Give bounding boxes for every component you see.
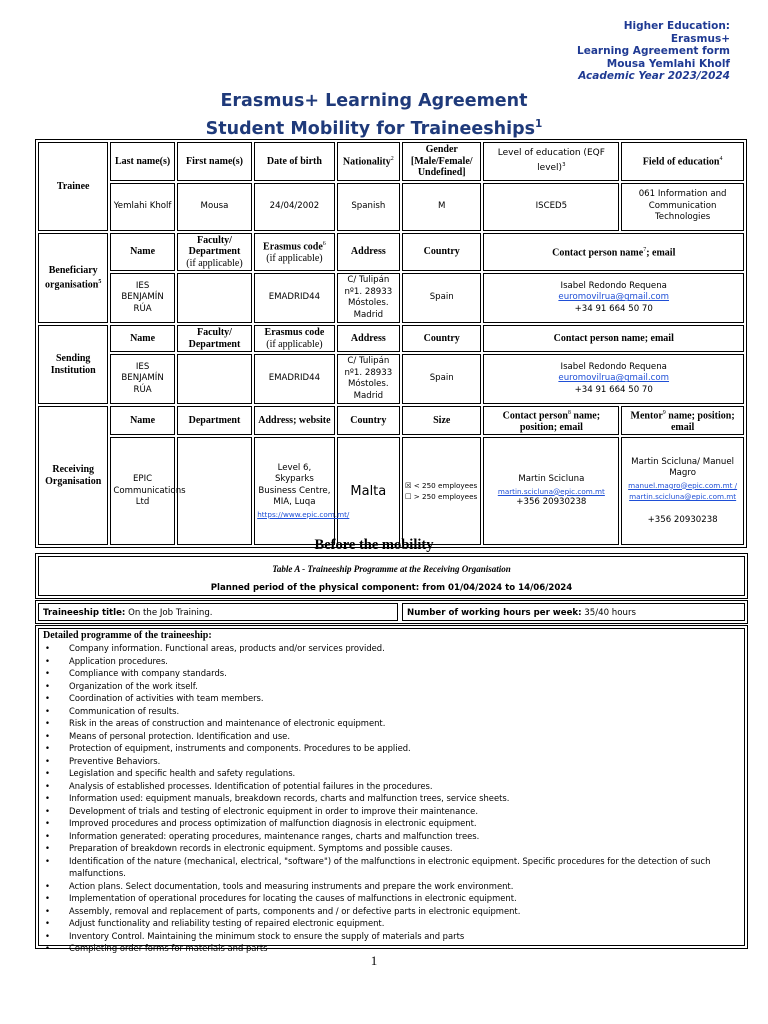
header-line: Learning Agreement form	[577, 45, 730, 57]
beneficiary-contact	[483, 273, 744, 323]
mentor-email-link[interactable]: manuel.magro@epic.com.mt /	[628, 480, 738, 490]
bullet: •	[45, 705, 50, 716]
bullet: •	[45, 880, 50, 891]
mentor-name: Martin Scicluna/ Manuel Magro	[631, 456, 735, 479]
list-item	[43, 880, 740, 893]
col-header-note: (if applicable)	[186, 257, 243, 269]
size-option-unchecked[interactable]: ☐ > 250 employees	[405, 492, 478, 502]
sending-name: IES BENJAMÍN RÚA	[110, 354, 174, 404]
footnote-ref: 7	[643, 246, 647, 253]
table-row	[38, 354, 744, 404]
label: Number of working hours per week:	[407, 608, 582, 618]
col-header: Department	[177, 406, 252, 435]
list-item-text: Identification of the nature (mechanical, electrical, "software") of the malfunctions in electronic equipment. Specific procedures for the detection of such malfunctions.	[69, 855, 711, 878]
list-item	[43, 855, 740, 880]
list-item-text: Compliance with company standards.	[69, 668, 227, 678]
col-header-text: Contact person name	[552, 247, 644, 259]
list-item	[43, 805, 740, 818]
footnote-ref: 4	[719, 156, 723, 163]
col-header	[254, 325, 334, 352]
trainee-first-name: Mousa	[177, 183, 252, 231]
list-item	[43, 905, 740, 918]
contact-email-link[interactable]: euromovilrua@gmail.com	[558, 373, 670, 384]
col-header: Address	[337, 325, 400, 352]
bullet: •	[45, 918, 50, 928]
trainee-gender: M	[402, 183, 481, 231]
list-item-text: Action plans. Select documentation, tools and measuring instruments and prepare the work environment.	[69, 880, 514, 891]
col-header-text: name; position; email	[519, 410, 601, 433]
contact-name: Martin Scicluna	[518, 474, 585, 485]
bullet: •	[45, 743, 50, 753]
list-item-text: Organization of the work itself.	[69, 680, 198, 691]
document-header	[577, 20, 730, 83]
programme-heading: Detailed programme of the traineeship:	[43, 630, 212, 641]
bullet: •	[45, 768, 50, 778]
bullet: •	[45, 793, 50, 803]
contact-name: Isabel Redondo Requena	[560, 280, 667, 291]
header-line: Erasmus+	[670, 32, 730, 45]
list-item-text: Assembly, removal and replacement of parts, components and / or defective parts in electronic equipment.	[69, 905, 521, 916]
col-header-note: (if applicable)	[266, 338, 323, 350]
footnote-ref: 8	[567, 410, 571, 416]
footnote-ref: 3	[562, 161, 566, 168]
table-caption: Table A - Traineeship Programme at the Receiving Organisation	[272, 564, 511, 574]
col-header: Contact person name; email	[483, 325, 744, 352]
table-row	[38, 273, 744, 323]
receiving-country: Malta	[337, 437, 400, 545]
col-header	[483, 233, 744, 272]
contact-phone: +34 91 664 50 70	[574, 303, 653, 314]
col-header: Country	[402, 233, 481, 272]
bullet: •	[45, 843, 50, 853]
bullet: •	[45, 855, 50, 866]
receiving-mentor	[621, 437, 744, 545]
section-heading-before-mobility: Before the mobility	[314, 537, 434, 553]
list-item-text: Communication of results.	[69, 705, 180, 716]
col-header-note: (if applicable)	[266, 252, 323, 264]
contact-phone: +356 20930238	[516, 497, 587, 508]
col-header: Address; website	[254, 406, 334, 435]
list-item-text: Risk in the areas of construction and maintenance of electronic equipment.	[69, 718, 386, 728]
list-item	[43, 817, 740, 830]
sending-address: C/ Tulipán nº1. 28933 Móstoles. Madrid	[337, 354, 400, 404]
list-item-text: Preparation of breakdown records in electronic equipment. Symptoms and possible causes.	[69, 843, 453, 853]
beneficiary-faculty	[177, 273, 252, 323]
list-item	[43, 680, 740, 693]
mentor-phone: +356 20930238	[647, 514, 718, 525]
beneficiary-code: EMADRID44	[254, 273, 334, 323]
col-header: Faculty/ Department	[177, 325, 252, 352]
header-line: Mousa Yemlahi Kholf	[606, 57, 730, 70]
col-header: Country	[402, 325, 481, 352]
list-item	[43, 642, 740, 655]
col-header	[621, 406, 744, 435]
bullet: •	[45, 905, 50, 916]
trainee-level: ISCED5	[483, 183, 619, 231]
bullet: •	[45, 668, 50, 678]
col-header	[621, 142, 744, 181]
list-item	[43, 930, 740, 943]
list-item-text: Analysis of established processes. Identification of potential failures in the procedures.	[69, 780, 433, 791]
trainee-nationality: Spanish	[337, 183, 400, 231]
receiving-department	[177, 437, 252, 545]
bullet: •	[45, 830, 50, 841]
section-receiving: Receiving Organisation	[38, 406, 108, 545]
list-item	[43, 917, 740, 930]
list-item-text: Inventory Control. Maintaining the minimum stock to ensure the supply of materials and parts	[69, 930, 465, 941]
address-text: Level 6, Skyparks Business Centre, MIA, Luqa	[258, 462, 331, 508]
section-label: Beneficiary organisation	[45, 265, 99, 290]
list-item	[43, 755, 740, 768]
col-header	[483, 406, 619, 435]
sending-contact	[483, 354, 744, 404]
col-header: First name(s)	[177, 142, 252, 181]
subtitle-text: Student Mobility for Traineeships	[205, 118, 536, 139]
col-header: Name	[110, 233, 174, 272]
programme-list	[43, 642, 740, 955]
col-header-text: ; email	[646, 247, 676, 259]
col-header: Date of birth	[254, 142, 334, 181]
page-title: Erasmus+ Learning Agreement	[220, 91, 528, 111]
list-item	[43, 830, 740, 843]
footnote-ref: 1	[535, 118, 543, 130]
list-item	[43, 730, 740, 743]
traineeship-info-row	[35, 600, 748, 624]
section-sending: Sending Institution	[38, 325, 108, 404]
traineeship-title	[38, 603, 398, 621]
footnote-ref: 5	[98, 278, 102, 285]
mentor-email-link[interactable]: martin.scicluna@epic.com.mt	[629, 492, 737, 502]
planned-period: Planned period of the physical component: from 01/04/2024 to 14/06/2024	[210, 583, 573, 593]
col-header: Gender [Male/Female/ Undefined]	[402, 142, 481, 181]
section-beneficiary	[38, 233, 108, 324]
list-item-text: Coordination of activities with team members.	[69, 693, 264, 703]
receiving-address	[254, 437, 350, 545]
page-subtitle	[0, 118, 748, 139]
trainee-field: 061 Information and Communication Technologies	[621, 183, 744, 231]
bullet: •	[45, 780, 50, 791]
table-row	[38, 325, 744, 352]
working-hours	[402, 603, 745, 621]
contact-email-link[interactable]: martin.scicluna@epic.com.mt	[497, 486, 605, 496]
contact-email-link[interactable]: euromovilrua@gmail.com	[558, 292, 670, 303]
bullet: •	[45, 693, 50, 703]
col-header: Name	[110, 325, 174, 352]
list-item-text: Company information. Functional areas, products and/or services provided.	[69, 643, 385, 653]
col-header-text: Mentor	[630, 410, 663, 422]
bullet: •	[45, 818, 50, 828]
bullet: •	[45, 680, 50, 691]
col-header	[483, 142, 619, 181]
sending-code: EMADRID44	[254, 354, 334, 404]
bullet: •	[45, 718, 50, 728]
list-item-text: Legislation and specific health and safety regulations.	[69, 768, 296, 778]
col-header	[177, 233, 252, 272]
bullet: •	[45, 893, 50, 903]
col-header: Size	[402, 406, 481, 435]
list-item-text: Completing order forms for materials and parts	[69, 943, 268, 953]
list-item	[43, 742, 740, 755]
list-item-text: Application procedures.	[69, 655, 168, 666]
list-item-text: Preventive Behaviors.	[69, 755, 161, 766]
parties-table	[35, 139, 747, 548]
list-item	[43, 667, 740, 680]
beneficiary-name: IES BENJAMÍN RÚA	[110, 273, 174, 323]
programme-box	[35, 625, 748, 953]
table-row	[38, 406, 744, 435]
receiving-size	[402, 437, 481, 545]
list-item-text: Protection of equipment, instruments and components. Procedures to be applied.	[69, 743, 411, 753]
list-item	[43, 842, 740, 855]
size-option-checked[interactable]: ☒ < 250 employees	[405, 480, 478, 490]
bullet: •	[45, 930, 50, 941]
table-row	[38, 183, 744, 231]
list-item	[43, 767, 740, 780]
list-item	[43, 780, 740, 793]
list-item-text: Development of trials and testing of electronic equipment in order to improve their maintenance.	[69, 805, 478, 816]
col-header: Address	[337, 233, 400, 272]
value: On the Job Training.	[125, 608, 213, 618]
table-row	[38, 437, 744, 545]
col-header: Name	[110, 406, 174, 435]
col-header	[254, 233, 334, 272]
col-header-text: Contact person	[502, 410, 568, 422]
value: 35/40 hours	[581, 608, 636, 618]
list-item	[43, 892, 740, 905]
sending-country: Spain	[402, 354, 481, 404]
col-header-text: Nationality	[342, 156, 391, 168]
table-row	[38, 233, 744, 272]
col-header-text: Faculty/ Department	[188, 234, 241, 257]
footnote-ref: 9	[662, 410, 666, 416]
col-header: Last name(s)	[110, 142, 174, 181]
contact-phone: +34 91 664 50 70	[574, 384, 653, 395]
col-header	[337, 142, 400, 181]
col-header-text: Field of education	[642, 156, 720, 168]
col-header: Country	[337, 406, 400, 435]
label: Traineeship title:	[43, 608, 126, 618]
bullet: •	[45, 805, 50, 816]
website-link[interactable]: https://www.epic.com.mt/	[257, 509, 350, 519]
beneficiary-country: Spain	[402, 273, 481, 323]
col-header-text: Erasmus code	[263, 241, 323, 253]
table-row	[38, 142, 744, 181]
beneficiary-address: C/ Tulipán nº1. 28933 Móstoles. Madrid	[337, 273, 400, 323]
footnote-ref: 2	[390, 156, 394, 163]
col-header-text: Erasmus code	[264, 327, 325, 338]
bullet: •	[45, 730, 50, 741]
list-item-text: Means of personal protection. Identification and use.	[69, 730, 290, 741]
list-item	[43, 792, 740, 805]
col-header-text: name; position; email	[665, 410, 735, 433]
list-item-text: Information generated: operating procedures, maintenance ranges, charts and malfunction trees.	[69, 830, 480, 841]
bullet: •	[45, 643, 50, 653]
col-header-text: Level of education (EQF level)	[497, 148, 605, 173]
contact-name: Isabel Redondo Requena	[560, 361, 667, 372]
header-line: Higher Education:	[623, 20, 730, 32]
list-item	[43, 655, 740, 668]
receiving-name: EPIC Communications Ltd	[110, 437, 174, 545]
receiving-contact	[483, 437, 619, 545]
section-trainee: Trainee	[38, 142, 108, 231]
list-item	[43, 692, 740, 705]
list-item-text: Implementation of operational procedures for locating the causes of malfunctions in electronic equipment.	[69, 893, 517, 903]
list-item-text: Improved procedures and process optimization of malfunction diagnosis in electronic equipment.	[69, 818, 477, 828]
bullet: •	[45, 943, 50, 953]
academic-year: Academic Year 2023/2024	[578, 70, 730, 82]
bullet: •	[45, 655, 50, 666]
trainee-dob: 24/04/2002	[254, 183, 334, 231]
page-number: 1	[370, 953, 378, 968]
list-item	[43, 717, 740, 730]
list-item-text: Information used: equipment manuals, breakdown records, charts and malfunction trees, service sheets.	[69, 793, 510, 803]
list-item-text: Adjust functionality and reliability testing of repaired electronic equipment.	[69, 918, 385, 928]
footnote-ref: 6	[322, 241, 326, 248]
list-item	[43, 705, 740, 718]
trainee-last-name: Yemlahi Kholf	[110, 183, 174, 231]
bullet: •	[45, 755, 50, 766]
sending-faculty	[177, 354, 252, 404]
table-a-header	[35, 553, 748, 599]
